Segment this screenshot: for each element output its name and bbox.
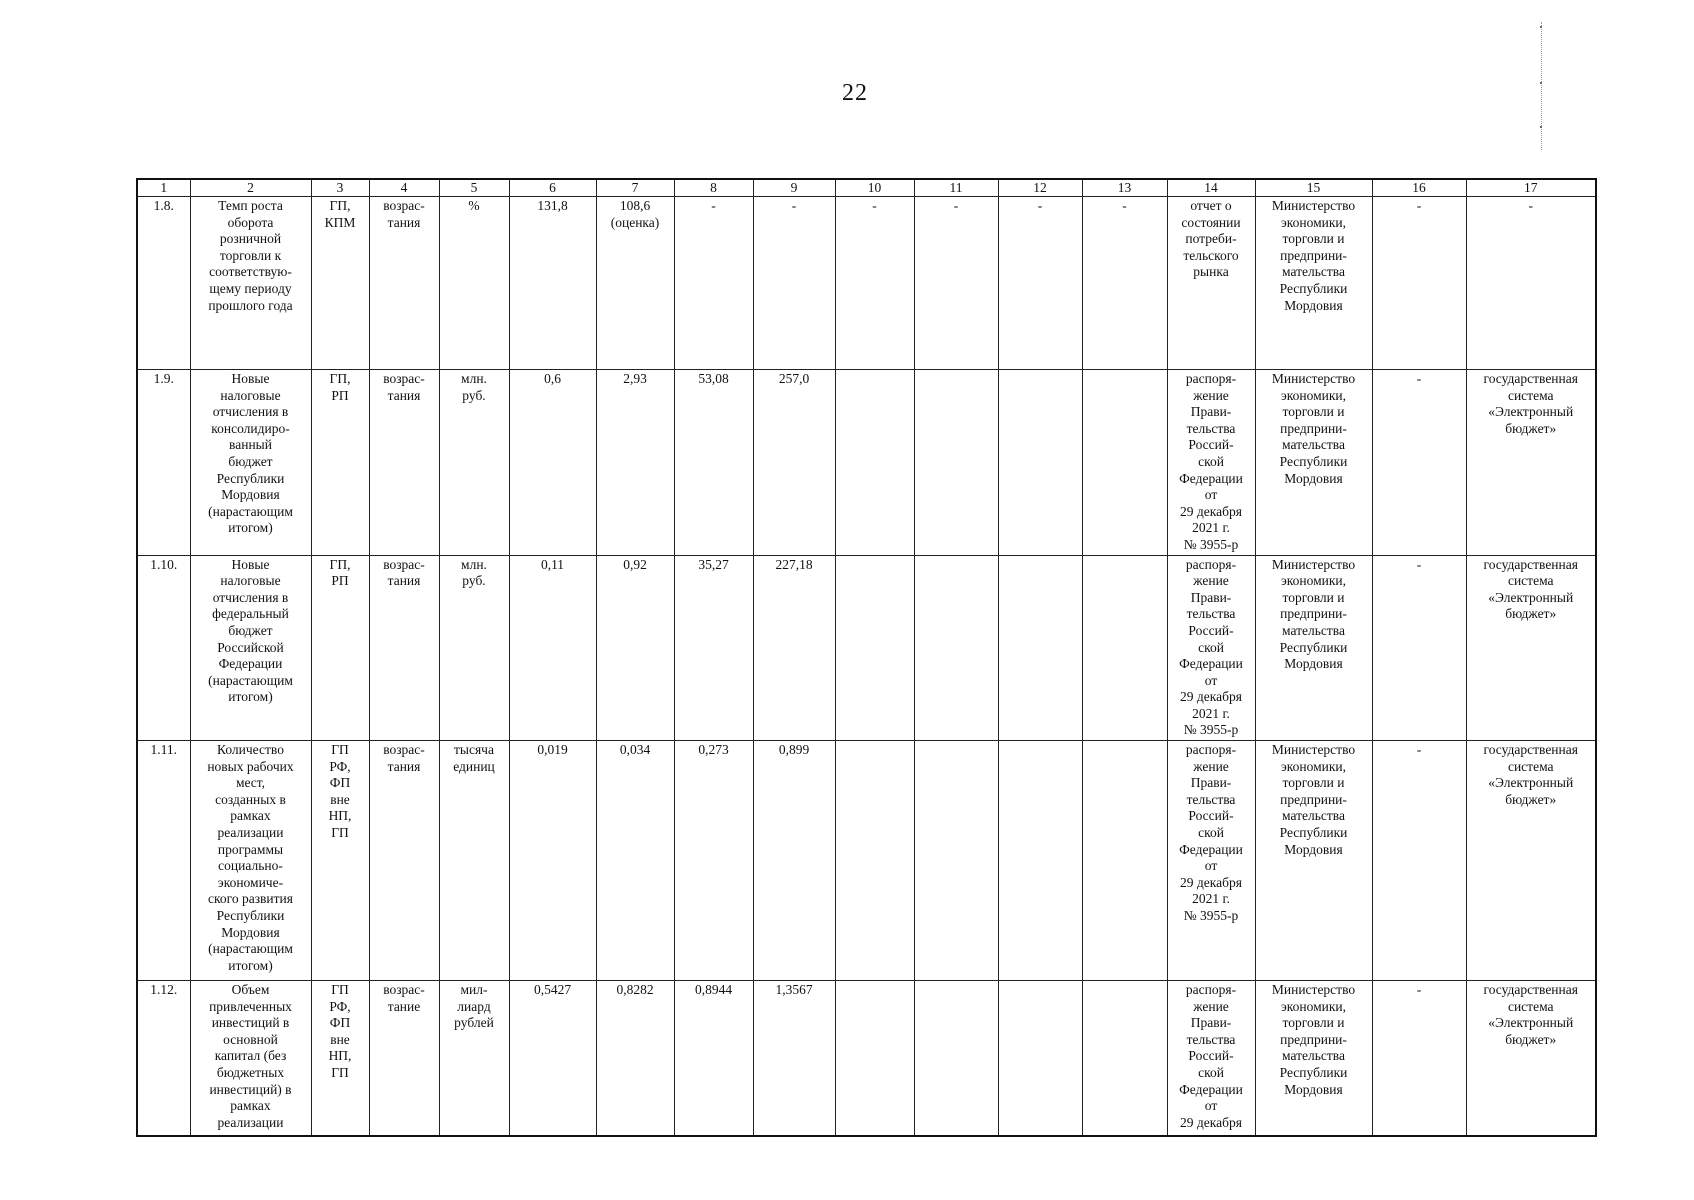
value-cell: - [1082, 197, 1167, 370]
value-cell: 0,899 [753, 741, 835, 981]
source-document-cell: распоря- жение Прави- тельства Россий- ской Федерации от 29 декабря 2021 г. № 3955-р [1167, 370, 1255, 556]
responsible-body-cell: Министерство экономики, торговли и предприни- мательства Республики Мордовия [1255, 555, 1372, 741]
column-header: 10 [835, 179, 914, 197]
column-header: 9 [753, 179, 835, 197]
value-cell [998, 741, 1082, 981]
value-cell [835, 555, 914, 741]
trend-cell: возрас- тания [369, 741, 439, 981]
scan-margin-marks [1541, 22, 1544, 150]
column-16-cell: - [1372, 741, 1466, 981]
value-cell: 2,93 [596, 370, 674, 556]
unit-cell: мил- лиард рублей [439, 981, 509, 1136]
column-header: 6 [509, 179, 596, 197]
column-header: 12 [998, 179, 1082, 197]
value-cell [998, 981, 1082, 1136]
column-header: 14 [1167, 179, 1255, 197]
column-16-cell: - [1372, 370, 1466, 556]
table-row [137, 370, 1596, 556]
trend-cell: возрас- тания [369, 555, 439, 741]
value-cell [1082, 981, 1167, 1136]
source-document-cell: распоря- жение Прави- тельства Россий- ской Федерации от 29 декабря [1167, 981, 1255, 1136]
source-document-cell: отчет о состоянии потреби- тельского рынка [1167, 197, 1255, 370]
value-cell: - [914, 197, 998, 370]
column-header: 3 [311, 179, 369, 197]
information-system-cell: государственная система «Электронный бюджет» [1466, 981, 1596, 1136]
responsible-body-cell: Министерство экономики, торговли и предприни- мательства Республики Мордовия [1255, 981, 1372, 1136]
value-cell [914, 741, 998, 981]
column-header: 13 [1082, 179, 1167, 197]
table-row [137, 981, 1596, 1136]
value-cell: - [998, 197, 1082, 370]
column-header: 7 [596, 179, 674, 197]
value-cell: 35,27 [674, 555, 753, 741]
value-cell [998, 370, 1082, 556]
table-row [137, 197, 1596, 370]
value-cell: - [835, 197, 914, 370]
value-cell [835, 981, 914, 1136]
column-16-cell: - [1372, 197, 1466, 370]
row-number: 1.9. [137, 370, 190, 556]
table-row [137, 555, 1596, 741]
responsible-body-cell: Министерство экономики, торговли и предприни- мательства Республики Мордовия [1255, 741, 1372, 981]
value-cell [914, 370, 998, 556]
indicator-name: Новые налоговые отчисления в консолидиро- ванный бюджет Республики Мордовия (нарастающим итогом) [190, 370, 311, 556]
value-cell: 0,034 [596, 741, 674, 981]
responsible-body-cell: Министерство экономики, торговли и предприни- мательства Республики Мордовия [1255, 370, 1372, 556]
value-cell: - [674, 197, 753, 370]
level-code: ГП, РП [311, 555, 369, 741]
column-number-row [137, 179, 1596, 197]
value-cell: 0,92 [596, 555, 674, 741]
table-row [137, 741, 1596, 981]
source-document-cell: распоря- жение Прави- тельства Россий- ской Федерации от 29 декабря 2021 г. № 3955-р [1167, 741, 1255, 981]
page-number: 22 [842, 80, 868, 106]
value-cell: 53,08 [674, 370, 753, 556]
column-16-cell: - [1372, 981, 1466, 1136]
column-header: 11 [914, 179, 998, 197]
column-header: 17 [1466, 179, 1596, 197]
indicator-name: Темп роста оборота розничной торговли к соответствую- щему периоду прошлого года [190, 197, 311, 370]
value-cell [998, 555, 1082, 741]
value-cell [914, 981, 998, 1136]
responsible-body-cell: Министерство экономики, торговли и предприни- мательства Республики Мордовия [1255, 197, 1372, 370]
trend-cell: возрас- тание [369, 981, 439, 1136]
unit-cell: % [439, 197, 509, 370]
information-system-cell: государственная система «Электронный бюджет» [1466, 370, 1596, 556]
column-header: 15 [1255, 179, 1372, 197]
column-header: 4 [369, 179, 439, 197]
value-cell [1082, 555, 1167, 741]
value-cell: 0,5427 [509, 981, 596, 1136]
value-cell: 0,6 [509, 370, 596, 556]
column-header: 1 [137, 179, 190, 197]
value-cell: 0,019 [509, 741, 596, 981]
value-cell [914, 555, 998, 741]
value-cell: 0,8944 [674, 981, 753, 1136]
unit-cell: млн. руб. [439, 370, 509, 556]
trend-cell: возрас- тания [369, 370, 439, 556]
indicator-name: Количество новых рабочих мест, созданных в рамках реализации программы социально- экономиче- ского развития Республики Мордовия (нарастающим итогом) [190, 741, 311, 981]
value-cell [1082, 741, 1167, 981]
value-cell [835, 741, 914, 981]
value-cell: 0,11 [509, 555, 596, 741]
level-code: ГП, КПМ [311, 197, 369, 370]
information-system-cell: государственная система «Электронный бюджет» [1466, 555, 1596, 741]
value-cell: 0,8282 [596, 981, 674, 1136]
column-header: 16 [1372, 179, 1466, 197]
column-16-cell: - [1372, 555, 1466, 741]
trend-cell: возрас- тания [369, 197, 439, 370]
indicators-table [136, 178, 1597, 1137]
value-cell [835, 370, 914, 556]
level-code: ГП РФ, ФП вне НП, ГП [311, 741, 369, 981]
value-cell: 257,0 [753, 370, 835, 556]
value-cell: 108,6 (оценка) [596, 197, 674, 370]
column-header: 8 [674, 179, 753, 197]
level-code: ГП, РП [311, 370, 369, 556]
value-cell [1082, 370, 1167, 556]
value-cell: 227,18 [753, 555, 835, 741]
indicator-name: Объем привлеченных инвестиций в основной капитал (без бюджетных инвестиций) в рамках реализации [190, 981, 311, 1136]
value-cell: 131,8 [509, 197, 596, 370]
row-number: 1.8. [137, 197, 190, 370]
value-cell: - [753, 197, 835, 370]
source-document-cell: распоря- жение Прави- тельства Россий- ской Федерации от 29 декабря 2021 г. № 3955-р [1167, 555, 1255, 741]
indicator-name: Новые налоговые отчисления в федеральный бюджет Российской Федерации (нарастающим итогом) [190, 555, 311, 741]
unit-cell: млн. руб. [439, 555, 509, 741]
row-number: 1.10. [137, 555, 190, 741]
value-cell: 1,3567 [753, 981, 835, 1136]
row-number: 1.11. [137, 741, 190, 981]
level-code: ГП РФ, ФП вне НП, ГП [311, 981, 369, 1136]
unit-cell: тысяча единиц [439, 741, 509, 981]
information-system-cell: государственная система «Электронный бюджет» [1466, 741, 1596, 981]
value-cell: 0,273 [674, 741, 753, 981]
row-number: 1.12. [137, 981, 190, 1136]
column-header: 2 [190, 179, 311, 197]
information-system-cell: - [1466, 197, 1596, 370]
column-header: 5 [439, 179, 509, 197]
